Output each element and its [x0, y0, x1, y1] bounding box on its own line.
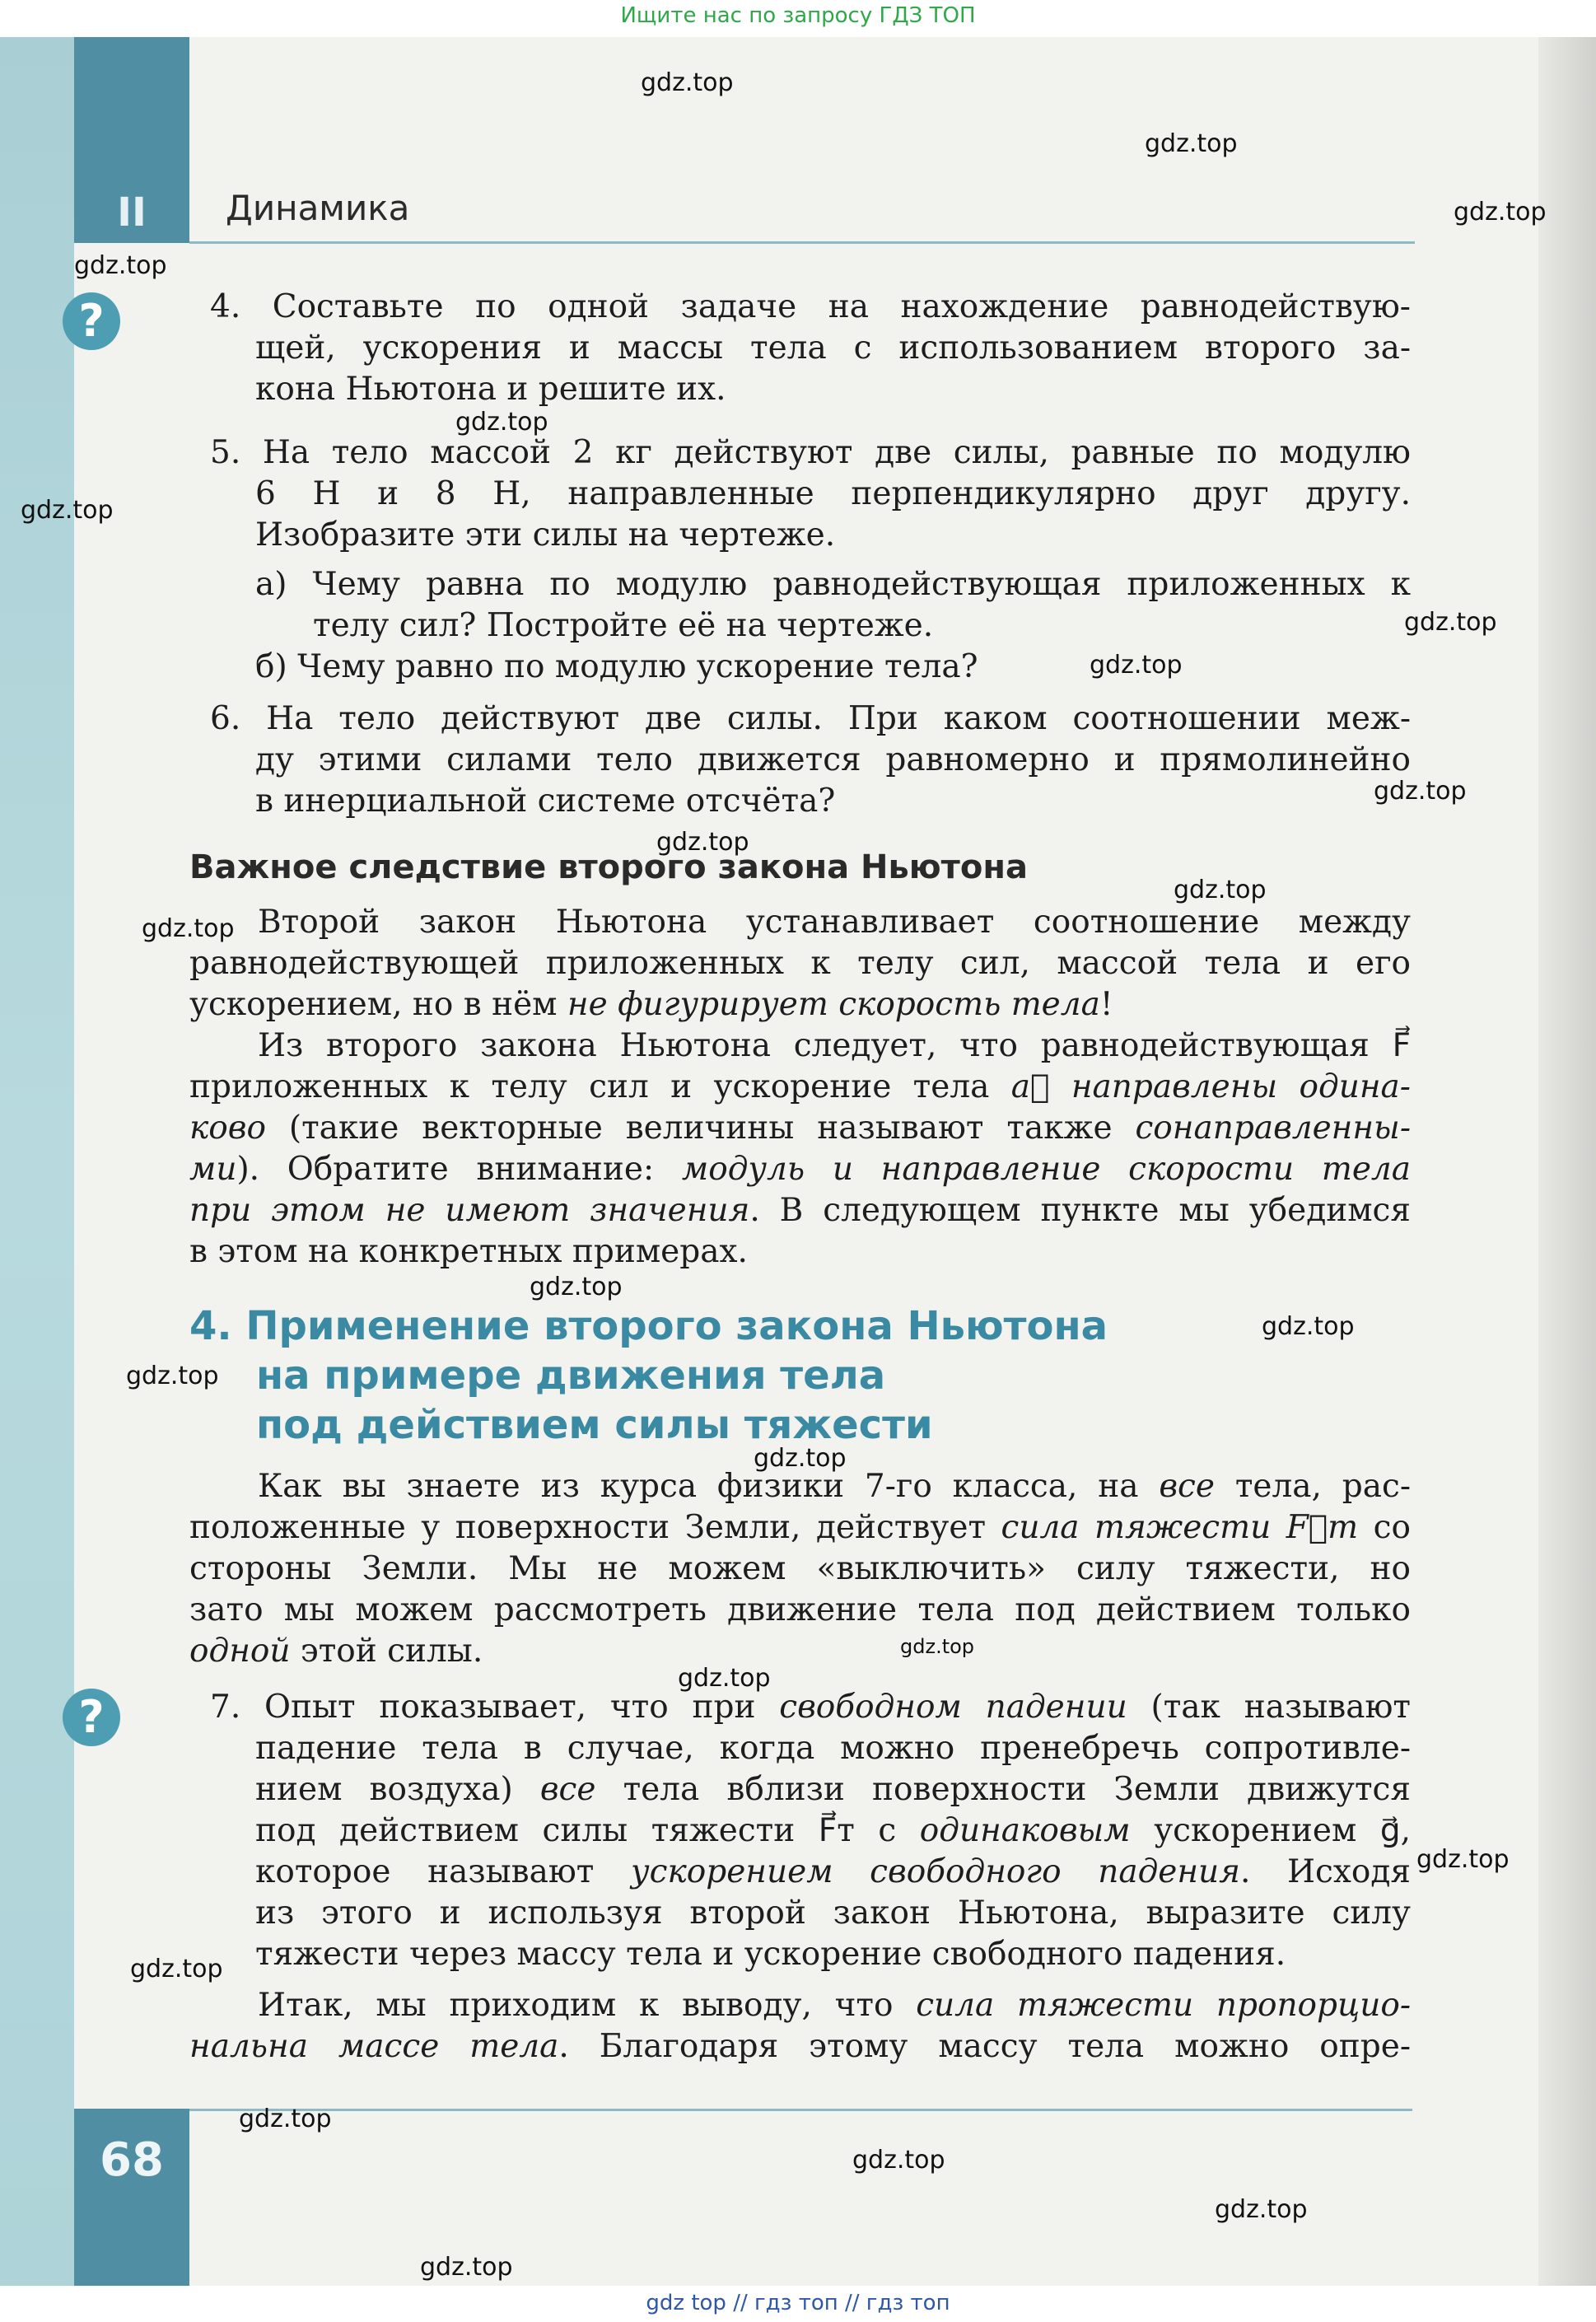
- watermark: gdz.top: [852, 2146, 945, 2175]
- para-line: одной этой силы.: [189, 1633, 483, 1670]
- task-5a: [255, 564, 1411, 647]
- paragraph-4: [189, 1985, 1411, 2067]
- watermark: gdz.top: [1174, 876, 1267, 904]
- watermark: gdz.top: [126, 1362, 219, 1390]
- watermark: gdz.top: [1404, 608, 1497, 637]
- para-line: Как вы знаете из курса физики 7-го класса, на все тела, рас-: [258, 1468, 1411, 1505]
- para-line: ково (такие векторные величины называют также сонаправленны-: [189, 1110, 1411, 1147]
- bottom-banner[interactable]: [0, 2286, 1596, 2322]
- watermark: gdz.top: [1215, 2195, 1308, 2224]
- watermark: gdz.top: [530, 1273, 623, 1301]
- task-7-line: которое называют ускорением свободного падения. Исходя: [255, 1853, 1411, 1890]
- para-line: положенные у поверхности Земли, действует сила тяжести F⃗т со: [189, 1509, 1411, 1546]
- top-banner-text[interactable]: Ищите нас по запросу ГДЗ ТОП: [620, 3, 976, 28]
- watermark: gdz.top: [142, 914, 235, 943]
- left-margin-strip: [0, 37, 74, 2286]
- page-number-tab: [74, 2109, 189, 2286]
- header-divider: [189, 241, 1415, 244]
- section-heading-line: на примере движения тела: [256, 1353, 886, 1399]
- watermark: gdz.top: [1454, 198, 1547, 227]
- task-5: [210, 432, 1411, 556]
- task-6: [210, 698, 1411, 822]
- task-7: [210, 1687, 1411, 1975]
- task-5-line: 6 Н и 8 Н, направленные перпендикулярно друг другу.: [255, 475, 1411, 512]
- watermark: gdz.top: [420, 2253, 513, 2282]
- para-line: равнодействующей приложенных к телу сил, массой тела и его: [189, 945, 1411, 982]
- task-6-line: в инерциальной системе отсчёта?: [255, 783, 836, 820]
- section-heading: [189, 1301, 1108, 1450]
- task-5-line: 5. На тело массой 2 кг действуют две силы, равные по модулю: [210, 434, 1411, 471]
- para-line: Второй закон Ньютона устанавливает соотношение между: [258, 904, 1411, 941]
- task-4-line: 4. Составьте по одной задаче на нахождение равнодействую-: [210, 288, 1411, 325]
- task-7-line: под действием силы тяжести F⃗т с одинаковым ускорением g⃗,: [255, 1812, 1411, 1849]
- watermark: gdz.top: [74, 251, 167, 280]
- watermark: gdz.top: [1262, 1312, 1355, 1341]
- watermark: gdz.top: [1145, 129, 1238, 158]
- page-number: 68: [100, 2133, 164, 2187]
- paragraph-2: [189, 1026, 1411, 1273]
- watermark: gdz.top: [239, 2105, 332, 2133]
- para-line: нальна массе тела. Благодаря этому массу тела можно опре-: [189, 2028, 1411, 2065]
- task-7-line: нием воздуха) все тела вблизи поверхности Земли движутся: [255, 1771, 1411, 1808]
- para-line: приложенных к телу сил и ускорение тела a⃗ направлены одина-: [189, 1068, 1411, 1105]
- task-5a-line: телу сил? Постройте её на чертеже.: [313, 607, 934, 644]
- watermark: gdz.top: [130, 1955, 223, 1983]
- chapter-number: II: [117, 189, 147, 236]
- watermark: gdz.top: [1090, 651, 1183, 680]
- para-line: зато мы можем рассмотреть движение тела под действием только: [189, 1591, 1411, 1628]
- section-heading-line: под действием силы тяжести: [256, 1402, 933, 1448]
- watermark: gdz.top: [641, 68, 734, 97]
- watermark: gdz.top: [678, 1664, 771, 1693]
- para-line: стороны Земли. Мы не можем «выключить» силу тяжести, но: [189, 1550, 1411, 1587]
- task-6-line: 6. На тело действуют две силы. При каком соотношении меж-: [210, 700, 1411, 737]
- watermark: gdz.top: [754, 1444, 847, 1473]
- task-5-line: Изобразите эти силы на чертеже.: [255, 516, 836, 554]
- para-line: Из второго закона Ньютона следует, что равнодействующая F⃗: [258, 1027, 1411, 1064]
- task-7-line: тяжести через массу тела и ускорение свободного падения.: [255, 1936, 1286, 1973]
- task-5a-line: а) Чему равна по модулю равнодействующая приложенных к: [255, 566, 1411, 603]
- section-heading-line: 4. Применение второго закона Ньютона: [189, 1303, 1108, 1349]
- para-line: Итак, мы приходим к выводу, что сила тяжести пропорцио-: [258, 1987, 1411, 2024]
- paragraph-3: [189, 1466, 1411, 1672]
- bottom-banner-text[interactable]: gdz top // гдз топ // гдз топ: [646, 2291, 950, 2315]
- watermark: gdz.top: [455, 408, 548, 437]
- question-icon: ?: [63, 1689, 120, 1746]
- watermark: gdz.top: [1374, 777, 1467, 806]
- task-4-line: кона Ньютона и решите их.: [255, 371, 726, 408]
- task-7-line: 7. Опыт показывает, что при свободном падении (так называют: [210, 1689, 1411, 1726]
- task-5b: б) Чему равно по модулю ускорение тела?: [255, 648, 978, 685]
- task-7-line: из этого и используя второй закон Ньютона, выразите силу: [255, 1895, 1411, 1932]
- top-banner[interactable]: [0, 0, 1596, 37]
- task-6-line: ду этими силами тело движется равномерно и прямолинейно: [255, 741, 1411, 778]
- task-4-line: щей, ускорения и массы тела с использованием второго за-: [255, 329, 1411, 367]
- paragraph-1: [189, 902, 1411, 1026]
- subheading: Важное следствие второго закона Ньютона: [189, 848, 1028, 886]
- footer-divider: [189, 2109, 1412, 2111]
- para-line: при этом не имеют значения. В следующем пункте мы убедимся: [189, 1192, 1411, 1229]
- watermark: gdz.top: [21, 496, 114, 525]
- question-icon: ?: [63, 292, 120, 350]
- header-title: Динамика: [226, 188, 410, 228]
- watermark: gdz.top: [1416, 1845, 1510, 1874]
- para-line: ускорением, но в нём не фигурирует скорость тела!: [189, 986, 1113, 1023]
- chapter-tab: [74, 37, 189, 243]
- page-edge-shadow: [1538, 0, 1596, 2322]
- watermark: gdz.top: [900, 1635, 975, 1658]
- para-line: ми). Обратите внимание: модуль и направление скорости тела: [189, 1151, 1412, 1188]
- para-line: в этом на конкретных примерах.: [189, 1233, 748, 1270]
- watermark: gdz.top: [656, 828, 749, 857]
- task-4: [210, 287, 1411, 410]
- task-7-line: падение тела в случае, когда можно пренебречь сопротивле-: [255, 1730, 1411, 1767]
